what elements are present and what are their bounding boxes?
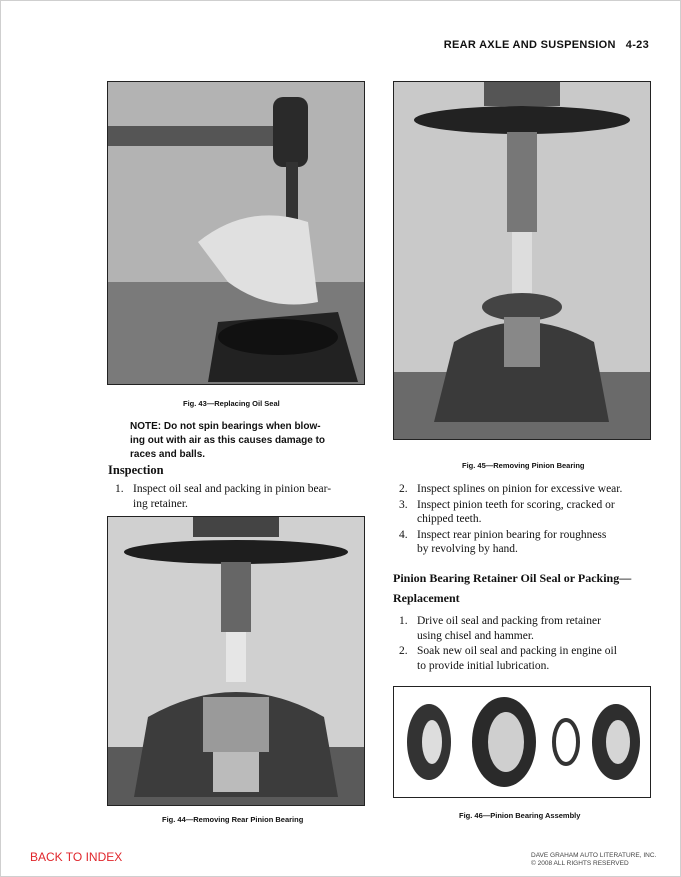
fig44-photo bbox=[107, 516, 365, 806]
list-item: 1. Drive oil seal and packing from retainer using chisel and hammer. bbox=[399, 615, 601, 642]
fig44-caption: Fig. 44—Removing Rear Pinion Bearing bbox=[162, 815, 304, 824]
inspection-list-right bbox=[395, 482, 655, 558]
note-block bbox=[130, 420, 360, 462]
replacement-list bbox=[395, 614, 655, 674]
publisher-name: DAVE GRAHAM AUTO LITERATURE, INC. bbox=[531, 852, 657, 859]
replacement-heading-line-1: Pinion Bearing Retainer Oil Seal or Packing— bbox=[393, 571, 632, 585]
list-item: 1. Inspect oil seal and packing in pinion bear- ing retainer. bbox=[115, 483, 332, 510]
page-number: 4-23 bbox=[625, 39, 649, 51]
replacement-heading-line-2: Replacement bbox=[393, 591, 460, 605]
copyright-text: © 2008 ALL RIGHTS RESERVED bbox=[531, 860, 629, 867]
back-to-index-link[interactable]: BACK TO INDEX bbox=[30, 850, 123, 864]
list-item: 4. Inspect rear pinion bearing for roughness by revolving by hand. bbox=[399, 528, 607, 555]
page-header bbox=[444, 39, 649, 51]
list-item: 2. Inspect splines on pinion for excessive wear. bbox=[399, 483, 623, 495]
fig43-caption: Fig. 43—Replacing Oil Seal bbox=[183, 399, 280, 408]
list-item: 3. Inspect pinion teeth for scoring, cracked or chipped teeth. bbox=[399, 498, 615, 525]
inspection-list-left bbox=[111, 482, 371, 512]
list-item: 2. Soak new oil seal and packing in engine oil to provide initial lubrication. bbox=[399, 645, 617, 672]
inspection-heading: Inspection bbox=[108, 463, 164, 477]
section-title: REAR AXLE AND SUSPENSION bbox=[443, 39, 616, 51]
fig45-caption: Fig. 45—Removing Pinion Bearing bbox=[462, 461, 585, 470]
note-line-1: NOTE: Do not spin bearings when blow- bbox=[130, 421, 321, 432]
note-line-3: races and balls. bbox=[130, 449, 206, 460]
fig43-photo bbox=[107, 81, 365, 385]
fig46-photo bbox=[393, 686, 651, 798]
note-line-2: ing out with air as this causes damage to bbox=[130, 435, 326, 446]
fig45-photo bbox=[393, 81, 651, 440]
fig46-caption: Fig. 46—Pinion Bearing Assembly bbox=[459, 811, 581, 820]
copyright-notice bbox=[531, 852, 656, 868]
